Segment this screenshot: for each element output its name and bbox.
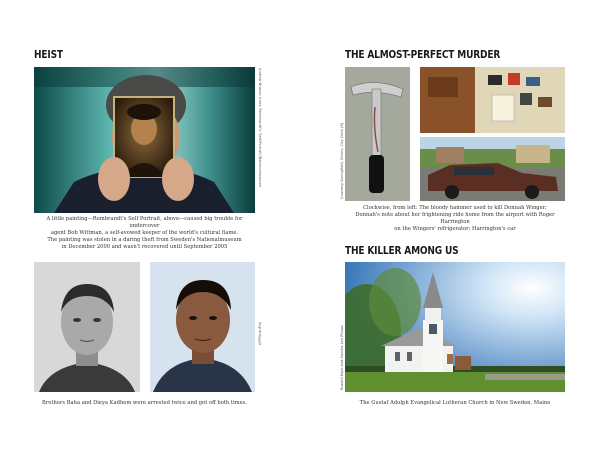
murder-caption-line: Donnah's note about her frightening ride home from the airport with Roger Harrington bbox=[355, 212, 555, 225]
mugshot-photo-right bbox=[150, 262, 255, 392]
car-photo bbox=[420, 137, 565, 201]
refrigerator-photo bbox=[420, 67, 565, 133]
hammer-photo bbox=[345, 67, 410, 201]
murder-caption bbox=[345, 205, 565, 233]
heist-photo bbox=[34, 67, 255, 213]
murder-heading: THE ALMOST-PERFECT MURDER bbox=[345, 49, 501, 61]
murder-caption-line: on the Wingers' refrigerator; Harrington's car bbox=[394, 226, 516, 232]
murder-credit: Courtesy Springfield, Illinois, City Clerk (6) bbox=[340, 122, 344, 199]
mugshot-photo-left bbox=[34, 262, 140, 392]
mugshot-credit: AFP/ScanPix/ bbox=[258, 321, 262, 345]
heist-caption-line: agent Bob Wittman, a self-avowed keeper of the world's cultural flame. bbox=[50, 230, 239, 236]
heist-photo-credit: Andrew Brusso; Inset: Rembrandt's 'Self-Portrait'/Nationalmuseum bbox=[258, 68, 262, 188]
heist-caption-line: The painting was stolen in a daring theft from Sweden's Nationalmuseum bbox=[47, 237, 242, 243]
heist-caption bbox=[34, 216, 255, 251]
heist-heading: HEIST bbox=[34, 49, 63, 61]
killer-heading: THE KILLER AMONG US bbox=[345, 245, 459, 257]
church-caption: The Gustaf Adolph Evangelical Lutheran Church in New Sweden, Maine bbox=[359, 400, 551, 406]
church-credit: Russell Kaye and Sandra-Lee Phipps bbox=[340, 325, 344, 390]
heist-caption-line: in December 2000 and wasn't recovered until September 2005 bbox=[61, 244, 228, 250]
heist-caption-line: A little painting—Rembrandt's Self Portrait, above—caused big trouble for undercover bbox=[46, 216, 243, 229]
murder-caption-line: Clockwise, from left: The bloody hammer used to kill Donnah Winger; bbox=[363, 205, 547, 211]
brothers-caption: Brothers Baha and Dieya Kadhem were arrested twice and got off both times. bbox=[42, 400, 247, 406]
church-photo bbox=[345, 262, 565, 392]
